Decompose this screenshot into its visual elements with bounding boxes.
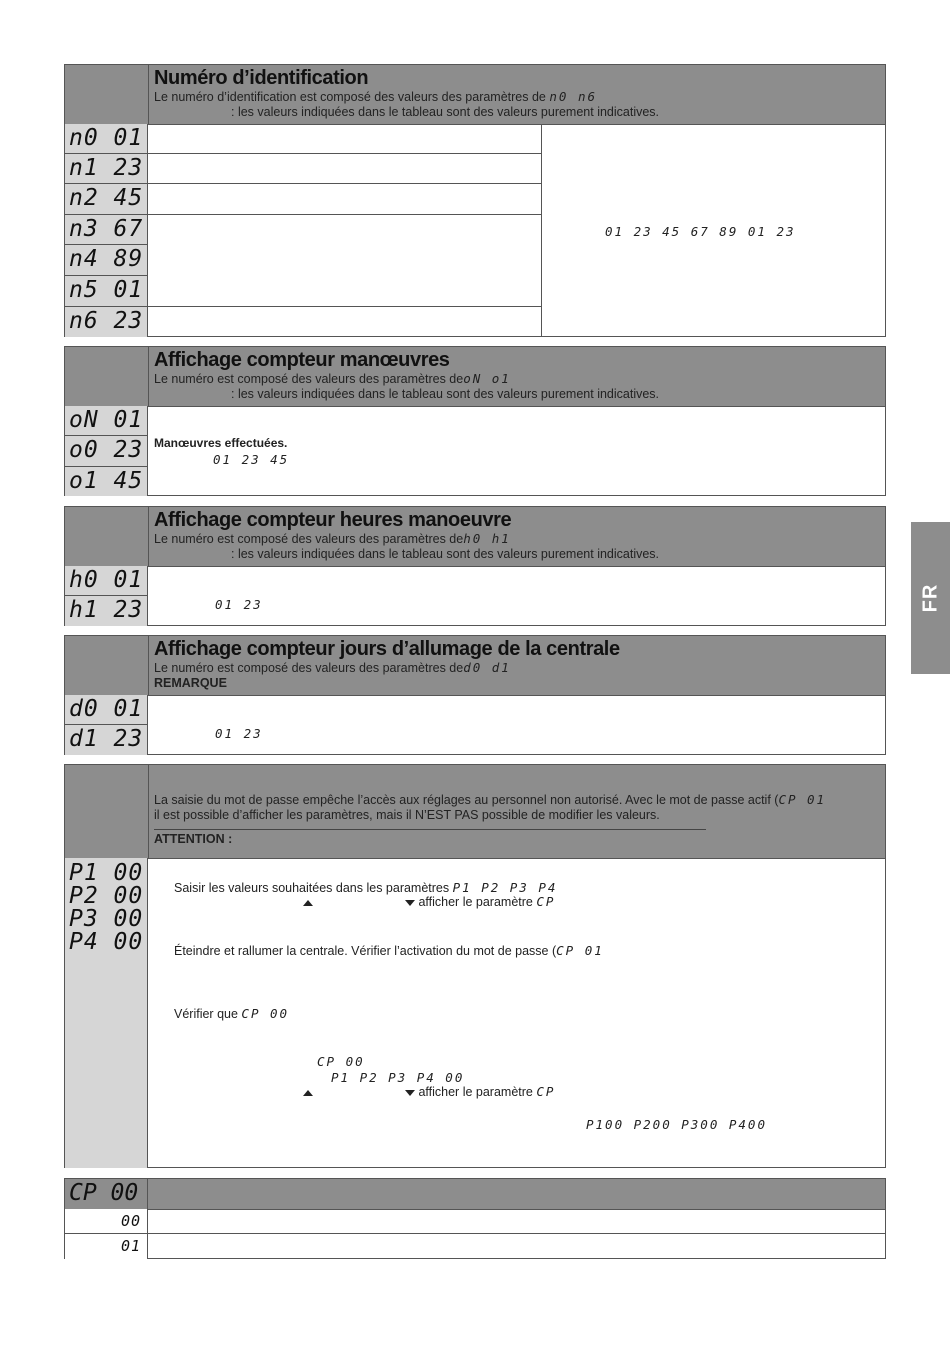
lcd-code-oN: oN 01 <box>65 406 148 436</box>
arrow-down-icon <box>405 1090 415 1096</box>
attention-label: ATTENTION : <box>154 832 233 846</box>
step-set-values: Saisir les valeurs souhaitées dans les paramètres P1 P2 P3 P4 <box>174 880 558 895</box>
password-intro-2: il est possible d’afficher les paramètres, mais il N’EST PAS possible de modifier les valeurs. <box>154 808 660 822</box>
header-code-cell <box>65 765 149 858</box>
section-note: : les valeurs indiquées dans le tableau sont des valeurs purement indicatives. <box>231 547 660 561</box>
section-description: Le numéro est composé des valeurs des paramètres ded0 d1 <box>154 660 511 675</box>
lcd-code-n0: n0 01 <box>65 124 148 154</box>
cp-value-00: 00 <box>65 1209 148 1234</box>
arrow-up-icon <box>303 900 313 906</box>
language-tab-label: FR <box>919 583 941 613</box>
identification-example: 01 23 45 67 89 01 23 <box>605 224 796 239</box>
header-code-cell <box>65 507 149 566</box>
lcd-code-n2: n2 45 <box>65 184 148 215</box>
step-show-cp-2: afficher le paramètre CP <box>303 1084 555 1100</box>
maneuvers-label: Manœuvres effectuées. <box>154 436 288 450</box>
cp-value-01: 01 <box>65 1234 148 1259</box>
header-code-cell <box>65 65 149 124</box>
lcd-code-n4: n4 89 <box>65 245 148 276</box>
password-section <box>64 764 886 1168</box>
identification-section <box>64 64 886 337</box>
divider-line <box>154 829 706 830</box>
arrow-up-icon <box>303 1090 313 1096</box>
section-title: Numéro d’identification <box>154 67 369 89</box>
maneuver-counter-section <box>64 346 886 496</box>
section-description: Le numéro d’identification est composé des valeurs des paramètres de n0 n6 <box>154 89 598 104</box>
language-tab-fr[interactable] <box>911 522 950 674</box>
lcd-code-p4: P4 00 <box>69 929 144 955</box>
days-counter-section <box>64 635 886 755</box>
row-cell <box>148 124 542 154</box>
lcd-code-o1: o1 45 <box>65 467 148 496</box>
cp-section <box>64 1178 886 1259</box>
lcd-code-d0: d0 01 <box>65 695 148 725</box>
lcd-code-h1: h1 23 <box>65 596 148 626</box>
step-params-00: P1 P2 P3 P4 00 <box>331 1070 465 1085</box>
lcd-code-d1: d1 23 <box>65 725 148 755</box>
header-code-cell <box>65 347 149 406</box>
header-code-cell <box>65 636 149 695</box>
column-divider <box>541 124 542 337</box>
step-restart: Éteindre et rallumer la centrale. Vérifier l’activation du mot de passe (CP 01 <box>174 943 604 958</box>
row-cell <box>148 184 542 215</box>
maneuvers-example: 01 23 45 <box>213 452 290 467</box>
hours-counter-section <box>64 506 886 626</box>
step-show-cp: afficher le paramètre CP <box>303 894 555 910</box>
section-title: Affichage compteur jours d’allumage de la centrale <box>154 638 620 660</box>
arrow-down-icon <box>405 900 415 906</box>
lcd-code-n5: n5 01 <box>65 276 148 307</box>
lcd-code-n1: n1 23 <box>65 154 148 184</box>
section-title: Affichage compteur manœuvres <box>154 349 450 371</box>
lcd-code-n6: n6 23 <box>65 307 148 337</box>
step-result-values: P100 P200 P300 P400 <box>586 1117 767 1132</box>
remark-label: REMARQUE <box>154 676 227 690</box>
password-intro: La saisie du mot de passe empêche l’accès aux réglages au personnel non autorisé. Avec le mot de passe actif (CP 01 <box>154 792 827 807</box>
section-note: : les valeurs indiquées dans le tableau sont des valeurs purement indicatives. <box>231 105 660 119</box>
step-cp00: CP 00 <box>317 1054 365 1069</box>
lcd-code-p3: P3 00 <box>69 906 144 932</box>
password-codes <box>65 858 148 1168</box>
days-example: 01 23 <box>215 726 263 741</box>
row-cell <box>148 154 542 184</box>
hours-example: 01 23 <box>215 597 263 612</box>
section-title: Affichage compteur heures manoeuvre <box>154 509 512 531</box>
row-cell <box>148 1209 885 1234</box>
section-note: : les valeurs indiquées dans le tableau sont des valeurs purement indicatives. <box>231 387 660 401</box>
lcd-code-h0: h0 01 <box>65 566 148 596</box>
lcd-code-p2: P2 00 <box>69 883 144 909</box>
section-description: Le numéro est composé des valeurs des paramètres deoN o1 <box>154 371 511 386</box>
lcd-code-n3: n3 67 <box>65 215 148 245</box>
lcd-code-o0: o0 23 <box>65 436 148 467</box>
header-code-cell: CP 00 <box>65 1179 148 1209</box>
lcd-code-p1: P1 00 <box>69 860 144 886</box>
row-cell <box>148 215 542 307</box>
step-verify: Vérifier que CP 00 <box>174 1006 290 1021</box>
section-description: Le numéro est composé des valeurs des paramètres deh0 h1 <box>154 531 511 546</box>
